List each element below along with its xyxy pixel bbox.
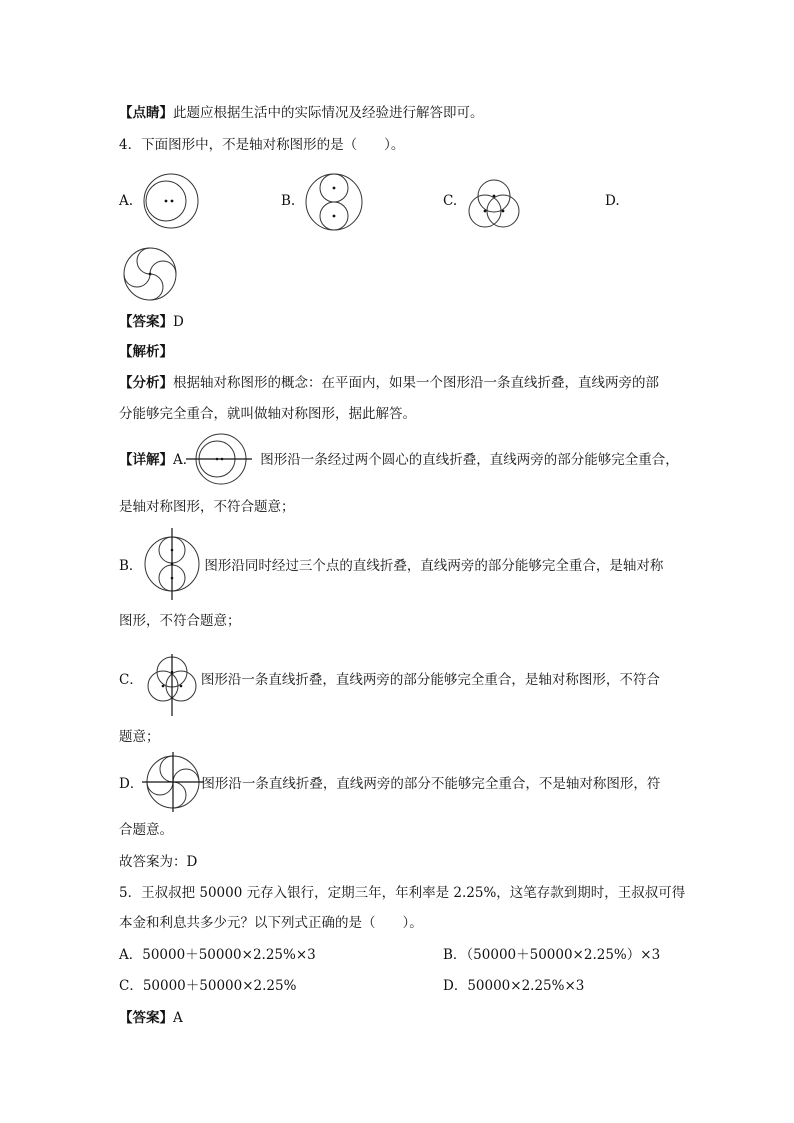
detail-a-text: 图形沿一条经过两个圆心的直线折叠，直线两旁的部分能够完全重合， <box>260 452 679 468</box>
option-b-label: B. <box>281 193 296 209</box>
detail-b-label: B． <box>119 558 143 574</box>
comment-text: 此题应根据生活中的实际情况及经验进行解答即可。 <box>173 105 484 121</box>
detail-c-line-2: 题意； <box>119 729 160 745</box>
detail-a-line-2: 是轴对称图形，不符合题意； <box>119 499 295 515</box>
q4-conclusion: 故答案为：D <box>119 854 198 870</box>
detail-d-figure <box>140 752 206 816</box>
comment-tag: 【点睛】 <box>119 105 173 121</box>
q5-option-c: C．50000＋50000×2.25% <box>119 978 297 994</box>
fenxi-line-1 <box>119 373 659 393</box>
question-5-stem-2: 本金和利息共多少元？以下列式正确的是（ ）。 <box>119 915 423 931</box>
fenxi-text-1: 根据轴对称图形的概念：在平面内，如果一个图形沿一条直线折叠，直线两旁的部 <box>173 375 659 391</box>
detail-b-text: 图形沿同时经过三个点的直线折叠，直线两旁的部分能够完全重合，是轴对称 <box>204 558 664 574</box>
detail-c-text: 图形沿一条直线折叠，直线两旁的部分能够完全重合，是轴对称图形，不符合 <box>200 672 660 688</box>
detail-a-label: A． <box>173 452 197 468</box>
q4-answer <box>119 312 184 332</box>
xiangjie-tag: 【详解】 <box>119 452 173 468</box>
q5-answer <box>119 1008 183 1028</box>
q5-answer-tag: 【答案】 <box>119 1010 173 1026</box>
question-5-stem-1: 5．王叔叔把 50000 元存入银行，定期三年，年利率是 2.25%，这笔存款到期时，王叔叔可得 <box>119 885 686 901</box>
q5-option-a: A．50000＋50000×2.25%×3 <box>119 947 316 963</box>
figure-b <box>304 172 364 236</box>
answer-value: D <box>173 314 184 330</box>
detail-b-figure <box>142 528 202 604</box>
analysis-tag: 【解析】 <box>119 344 173 360</box>
top-comment <box>119 103 484 123</box>
q5-option-b: B．（50000＋50000×2.25%）×3 <box>443 947 661 963</box>
detail-d-line-2: 合题意。 <box>119 822 173 838</box>
option-c-label: C. <box>443 193 458 209</box>
figure-a <box>142 172 202 236</box>
q5-answer-value: A <box>173 1010 183 1026</box>
detail-b-line-2: 图形，不符合题意； <box>119 613 241 629</box>
detail-d-label: D． <box>119 776 144 792</box>
detail-a-figure <box>184 432 254 492</box>
question-4-stem: 4．下面图形中，不是轴对称图形的是（ ）。 <box>119 137 405 153</box>
option-a-label: A. <box>119 193 134 209</box>
detail-c-label: C． <box>119 672 143 688</box>
option-d-label: D. <box>605 193 620 209</box>
fenxi-line-2: 分能够完全重合，就叫做轴对称图形，据此解答。 <box>119 406 416 422</box>
detail-d-text: 图形沿一条直线折叠，直线两旁的部分不能够完全重合，不是轴对称图形，符 <box>201 776 661 792</box>
q5-option-d: D．50000×2.25%×3 <box>443 978 585 994</box>
answer-tag: 【答案】 <box>119 314 173 330</box>
figure-d <box>122 246 178 306</box>
detail-c-figure <box>142 652 202 722</box>
fenxi-tag: 【分析】 <box>119 375 173 391</box>
figure-c <box>464 176 524 240</box>
